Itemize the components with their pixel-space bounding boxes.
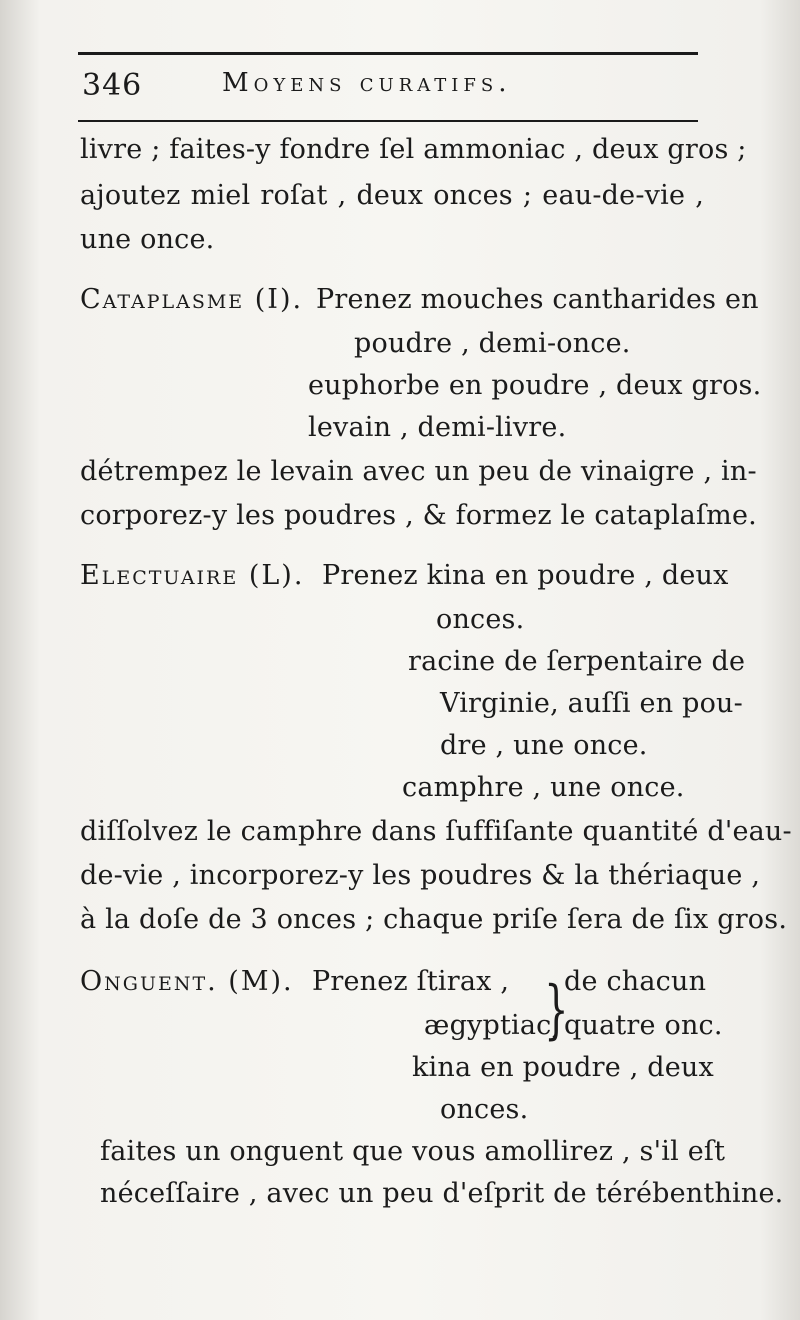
text-line: faites un onguent que vous amollirez , s'il eſt xyxy=(100,1136,726,1167)
text-line: néceſſaire , avec un peu d'eſprit de térébenthine. xyxy=(100,1178,784,1209)
text-line: ajoutez miel roſat , deux onces ; eau-de-vie , xyxy=(80,180,704,211)
text-line: à la doſe de 3 onces ; chaque priſe ſera de ſix gros. xyxy=(80,904,788,935)
text-line: onces. xyxy=(436,604,525,635)
text-line: Prenez mouches cantharides en xyxy=(316,284,759,315)
text-line: Prenez ſtirax , xyxy=(312,966,510,997)
recipe-heading-onguent: Onguent. (M). xyxy=(80,966,294,997)
recipe-heading-cataplasme: Cataplasme (I). xyxy=(80,284,304,315)
curly-brace: } xyxy=(544,973,569,1047)
text-line: kina en poudre , deux xyxy=(412,1052,714,1083)
text-line: levain , demi-livre. xyxy=(308,412,567,443)
text-line: de chacun xyxy=(564,966,707,997)
text-line: Prenez kina en poudre , deux xyxy=(322,560,729,591)
text-line: racine de ſerpentaire de xyxy=(408,646,746,677)
page-number: 346 xyxy=(82,68,143,103)
text-line: quatre onc. xyxy=(564,1010,723,1041)
header-rule xyxy=(78,120,698,122)
text-line: détrempez le levain avec un peu de vinaigre , in- xyxy=(80,456,757,487)
text-line: de-vie , incorporez-y les poudres & la thériaque , xyxy=(80,860,761,891)
text-line: onces. xyxy=(440,1094,529,1125)
text-line: camphre , une once. xyxy=(402,772,685,803)
top-rule xyxy=(78,52,698,55)
text-line: diſſolvez le camphre dans ſuffiſante quantité d'eau- xyxy=(80,816,792,847)
text-line: poudre , demi-once. xyxy=(354,328,631,359)
text-line: dre , une once. xyxy=(440,730,648,761)
text-line: Virginie, auſſi en pou- xyxy=(440,688,743,719)
text-line: corporez-y les poudres , & formez le cataplaſme. xyxy=(80,500,757,531)
text-line: une once. xyxy=(80,224,215,255)
recipe-heading-electuaire: Electuaire (L). xyxy=(80,560,305,591)
text-line: ægyptiac, xyxy=(424,1010,561,1041)
text-line: livre ; faites-y fondre ſel ammoniac , deux gros ; xyxy=(80,134,747,165)
running-head: Moyens curatifs. xyxy=(222,68,512,98)
text-line: euphorbe en poudre , deux gros. xyxy=(308,370,762,401)
